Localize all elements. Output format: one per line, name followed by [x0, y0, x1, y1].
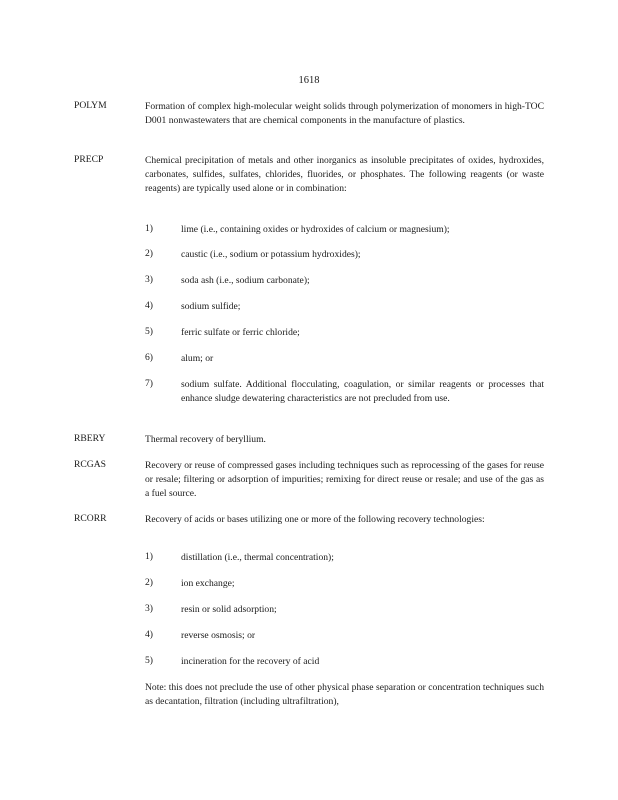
list-item-text: soda ash (i.e., sodium carbonate);: [181, 275, 310, 286]
list-item-number: 5): [145, 326, 153, 337]
entry-definition: Recovery or reuse of compressed gases including techniques such as reprocessing of the gases for reuse or resale; filtering or adsorption of impurities; remixing for direct reuse or resale; and use of the gas as a fuel source.: [145, 460, 544, 499]
list-item-number: 5): [145, 655, 153, 666]
list-item-number: 7): [145, 378, 153, 389]
list-item-text: caustic (i.e., sodium or potassium hydroxides);: [181, 249, 361, 260]
list-item-text: sodium sulfide;: [181, 301, 241, 312]
list-item-text: ferric sulfate or ferric chloride;: [181, 327, 300, 338]
list-item-number: 2): [145, 577, 153, 588]
list-item-text: distillation (i.e., thermal concentration);: [181, 552, 334, 563]
list-item-number: 4): [145, 629, 153, 640]
list-item-text: resin or solid adsorption;: [181, 604, 277, 615]
list-item-number: 2): [145, 248, 153, 259]
entry-code: PRECP: [74, 154, 104, 165]
list-item-text: ion exchange;: [181, 578, 235, 589]
entry-code: RCGAS: [74, 459, 106, 470]
list-item-number: 4): [145, 300, 153, 311]
list-item-text: alum; or: [181, 353, 214, 364]
list-item-number: 6): [145, 352, 153, 363]
entry-definition: Formation of complex high-molecular weight solids through polymerization of monomers in high-TOC D001 nonwastewaters that are chemical components in the manufacture of plastics.: [145, 101, 544, 126]
entry-code: POLYM: [74, 100, 107, 111]
entry-definition: Recovery of acids or bases utilizing one or more of the following recovery technologies:: [145, 514, 485, 525]
list-item-text: sodium sulfate. Additional flocculating, coagulation, or similar reagents or processes that enhance sludge dewatering characteristics are not precluded from use.: [181, 379, 544, 404]
list-item-text: lime (i.e., containing oxides or hydroxides of calcium or magnesium);: [181, 224, 450, 235]
list-item-text: incineration for the recovery of acid: [181, 656, 320, 667]
list-item-number: 1): [145, 223, 153, 234]
list-item-number: 3): [145, 603, 153, 614]
entry-definition: Chemical precipitation of metals and other inorganics as insoluble precipitates of oxides, hydroxides, carbonates, sulfides, sulfates, chlorides, fluorides, or phosphates. The following reagents (or waste reagents) are typically used alone or in combination:: [145, 155, 544, 194]
entry-code: RBERY: [74, 433, 106, 444]
entry-code: RCORR: [74, 513, 107, 524]
list-item-text: reverse osmosis; or: [181, 630, 256, 641]
note-text: Note: this does not preclude the use of other physical phase separation or concentration techniques such as decantation, filtration (including ultrafiltration),: [145, 682, 544, 707]
list-item-number: 3): [145, 274, 153, 285]
list-item-number: 1): [145, 551, 153, 562]
entry-definition: Thermal recovery of beryllium.: [145, 434, 266, 445]
page-number: 1618: [298, 75, 320, 86]
